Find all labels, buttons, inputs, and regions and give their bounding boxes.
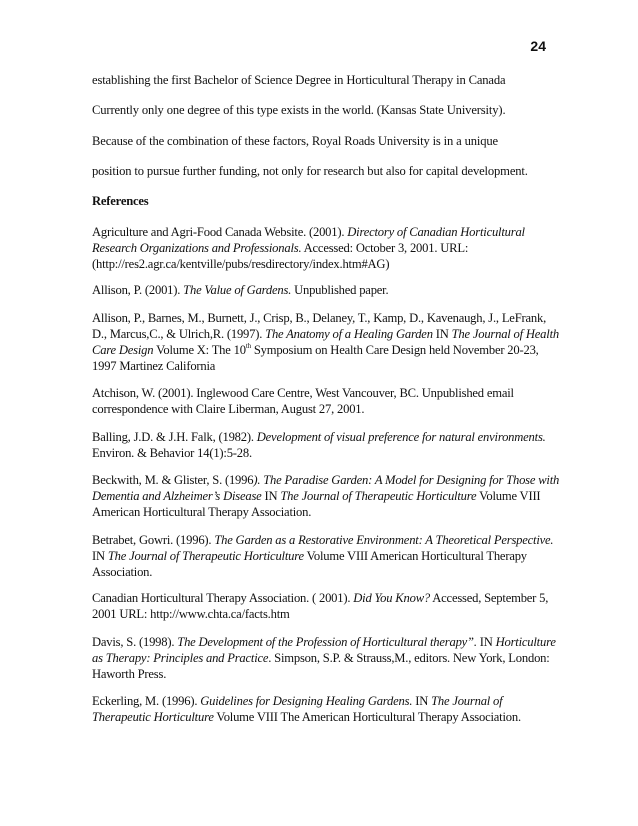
ref-title: Directory of Canadian Horticultural Research Organizations and Professionals. bbox=[92, 225, 525, 255]
ref-text: Symposium on Health Care Design held November 20-23, 1997 Martinez California bbox=[92, 343, 539, 373]
ref-book-title: Horticulture as Therapy: Principles and Practice bbox=[92, 635, 556, 665]
ref-text: Accessed, September 5, 2001 URL: http://www.chta.ca/facts.htm bbox=[92, 591, 549, 621]
ref-journal: The Journal of Health Care Design bbox=[92, 327, 559, 357]
ref-text: Volume VIII American Horticultural Therapy Association. bbox=[92, 549, 527, 579]
ref-title: Guidelines for Designing Healing Gardens. bbox=[200, 694, 413, 708]
ref-text: Allison, P., Barnes, M., Burnett, J., Crisp, B., Delaney, T., Kamp, D., Kavenaugh, J., LeFrank, D., Marcus,C., & Ulrich,R. (1997). bbox=[92, 311, 547, 341]
ref-title: Did You Know? bbox=[353, 591, 431, 605]
ref-journal: The Journal of Therapeutic Horticulture bbox=[280, 489, 477, 503]
reference-entry bbox=[92, 282, 562, 298]
ref-text: Balling, J.D. & J.H. Falk, (1982). bbox=[92, 430, 257, 444]
reference-entry bbox=[92, 224, 562, 272]
ref-text: Canadian Horticultural Therapy Association. ( 2001). bbox=[92, 591, 354, 605]
body-line: establishing the first Bachelor of Science Degree in Horticultural Therapy in Canada bbox=[92, 73, 506, 87]
ref-text: Volume VIII The American Horticultural Therapy Association. bbox=[213, 710, 521, 724]
body-line: position to pursue further funding, not only for research but also for capital development. bbox=[92, 164, 528, 178]
ref-text: Eckerling, M. (1996). bbox=[92, 694, 201, 708]
ref-text: IN bbox=[412, 694, 432, 708]
reference-entry bbox=[92, 385, 562, 417]
ref-text: Allison, P. (2001). bbox=[92, 283, 184, 297]
ref-journal: The Journal of Therapeutic Horticulture bbox=[92, 694, 503, 724]
ref-text: Betrabet, Gowri. (1996). bbox=[92, 533, 215, 547]
page-number: 24 bbox=[530, 38, 546, 54]
ref-text: IN bbox=[476, 635, 496, 649]
ref-text: Accessed: October 3, 2001. URL: (http://res2.agr.ca/kentville/pubs/resdirectory/index.htm#AG) bbox=[92, 241, 469, 271]
ref-title: The Development of the Profession of Horticultural therapy”. bbox=[177, 635, 477, 649]
ref-text: Agriculture and Agri-Food Canada Website. (2001). bbox=[92, 225, 348, 239]
ref-text: Atchison, W. (2001). Inglewood Care Centre, West Vancouver, BC. Unpublished email correspondence with Claire Liberman, August 27, 2001. bbox=[92, 386, 514, 416]
ref-text: IN bbox=[432, 327, 452, 341]
ref-title: ). The Paradise Garden: A Model for Designing for Those with Dementia and Alzheimer’s Disease bbox=[92, 473, 560, 503]
body-line: Because of the combination of these factors, Royal Roads University is in a unique bbox=[92, 134, 498, 148]
reference-entry bbox=[92, 532, 562, 580]
ref-superscript: th bbox=[245, 342, 251, 350]
body-line: Currently only one degree of this type exists in the world. (Kansas State University). bbox=[92, 103, 506, 117]
ref-title: The Garden as a Restorative Environment: A Theoretical Perspective. bbox=[214, 533, 554, 547]
ref-text: Volume VIII American Horticultural Therapy Association. bbox=[92, 489, 541, 519]
reference-entry bbox=[92, 590, 562, 622]
ref-title: Development of visual preference for natural environments. bbox=[256, 430, 546, 444]
reference-entry bbox=[92, 693, 562, 725]
ref-text: Volume X: The 10 bbox=[153, 343, 246, 357]
ref-title: The Value of Gardens. bbox=[183, 283, 292, 297]
ref-text: IN bbox=[261, 489, 281, 503]
ref-text: . Simpson, S.P. & Strauss,M., editors. New York, London: Haworth Press. bbox=[92, 651, 550, 681]
reference-entry bbox=[92, 429, 562, 461]
reference-entry bbox=[92, 472, 562, 520]
reference-entry bbox=[92, 634, 562, 682]
reference-entry bbox=[92, 310, 562, 374]
ref-text: Beckwith, M. & Glister, S. (1996 bbox=[92, 473, 254, 487]
ref-title: The Anatomy of a Healing Garden bbox=[265, 327, 433, 341]
ref-journal: The Journal of Therapeutic Horticulture bbox=[107, 549, 304, 563]
references-heading: References bbox=[92, 194, 149, 208]
ref-text: Environ. & Behavior 14(1):5-28. bbox=[92, 446, 252, 460]
ref-text: Unpublished paper. bbox=[291, 283, 389, 297]
ref-text: IN bbox=[92, 549, 108, 563]
ref-text: Davis, S. (1998). bbox=[92, 635, 178, 649]
